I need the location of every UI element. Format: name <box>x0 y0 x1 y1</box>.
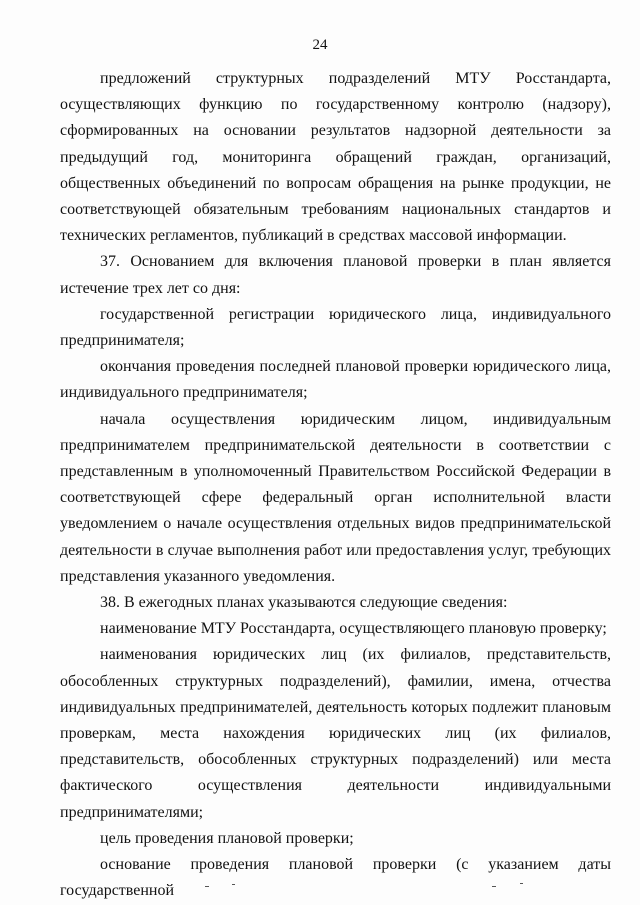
scan-speck <box>232 884 235 885</box>
page-number: 24 <box>312 37 328 53</box>
scan-speck <box>205 886 209 887</box>
scan-speck <box>520 883 523 884</box>
paragraph-last-inspection: окончания проведения последней плановой проверки юридического лица, индивидуального предпринимателя; <box>60 358 611 402</box>
body-text <box>60 66 611 905</box>
paragraph-entity-names: наименования юридических лиц (их филиалов, представительств, обособленных структурных подразделений), фамилии, имена, отчества индивидуальных предпринимателей, деятельность которых подлежит плановым проверкам, места нахождения юридических лиц (их филиалов, представительств, обособленных структурных подразделений) или места фактического осуществления деятельности индивидуальными предпринимателями; <box>60 646 611 821</box>
paragraph-inspection-basis: основание проведения плановой проверки (с указанием даты государственной <box>60 856 611 900</box>
paragraph-inspection-goal: цель проведения плановой проверки; <box>100 829 354 847</box>
scan-speck <box>492 886 496 887</box>
paragraph-start-activity: начала осуществления юридическим лицом, индивидуальным предпринимателем предпринимательской деятельности в соответствии с представленным в уполномоченный Правительством Российской Федерации в соответствующей сфере федеральный орган исполнительной власти уведомлением о начале осуществления отдельных видов предпринимательской деятельности в случае выполнения работ или предоставления услуг, требующих представления указанного уведомления. <box>60 410 611 585</box>
paragraph-item-38: 38. В ежегодных планах указываются следующие сведения: <box>100 594 508 612</box>
scan-specks <box>0 880 640 900</box>
paragraph-mtu-name: наименование МТУ Росстандарта, осуществляющего плановую проверку; <box>100 620 607 638</box>
paragraph-registration: государственной регистрации юридического лица, индивидуального предпринимателя; <box>60 305 611 350</box>
paragraph-item-37: 37. Основанием для включения плановой проверки в план является истечение трех лет со дня: <box>60 253 611 297</box>
paragraph-continuation: предложений структурных подразделений МТУ Росстандарта, осуществляющих функцию по государственному контролю (надзору), сформированных на основании результатов надзорной деятельности за предыдущий год, мониторинга обращений граждан, организаций, общественных объединений по вопросам обращения на рынке продукции, не соответствующей обязательным требованиям национальных стандартов и технических регламентов, публикаций в средствах массовой информации. <box>60 70 611 245</box>
